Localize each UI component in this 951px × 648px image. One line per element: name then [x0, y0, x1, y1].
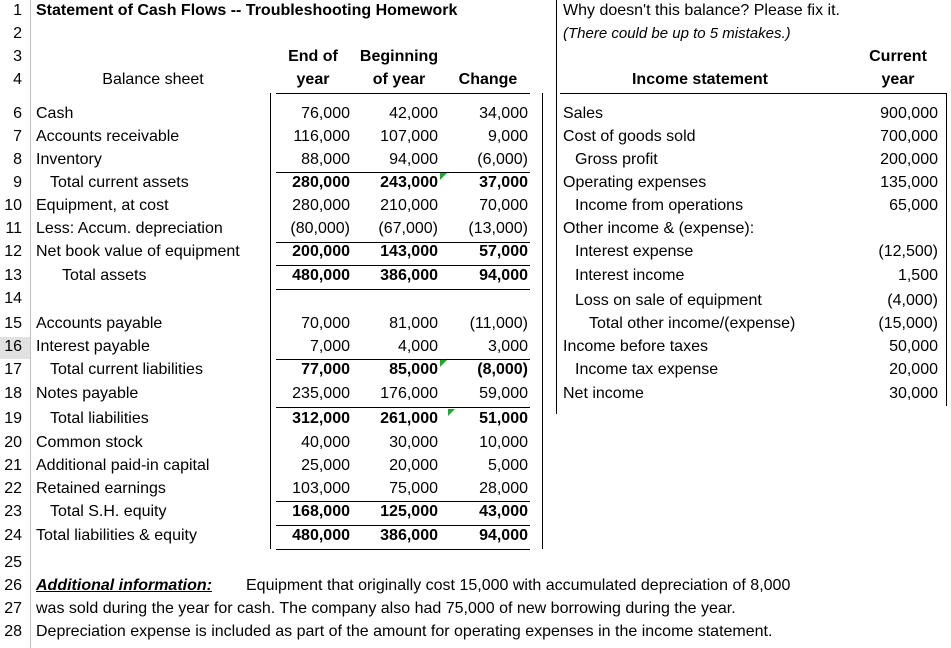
is-header-label: Income statement	[631, 71, 769, 88]
is-row-label: Other income & (expense):	[563, 220, 755, 237]
bs-beginning-of-year: 176,000	[380, 385, 438, 402]
bs-header-end-2: year	[296, 71, 330, 88]
bs-header-end-1: End of	[288, 48, 338, 65]
row-number[interactable]: 4	[13, 71, 22, 88]
bs-change: 94,000	[479, 267, 528, 284]
bs-end-of-year: 480,000	[292, 267, 350, 284]
is-current-year: 65,000	[889, 197, 938, 214]
is-row-label: Gross profit	[575, 151, 658, 168]
additional-info-line-3: Depreciation expense is included as part of the amount for operating expenses in the income statement.	[36, 623, 773, 640]
bs-row-label: Additional paid-in capital	[36, 457, 210, 474]
bs-beginning-of-year: 30,000	[389, 434, 438, 451]
is-header-current-2: year	[881, 71, 915, 88]
is-current-year: (4,000)	[887, 292, 938, 309]
bs-row-label: Net book value of equipment	[36, 243, 240, 260]
bs-row-label: Total current assets	[50, 174, 189, 191]
row-number[interactable]: 14	[4, 290, 22, 307]
bs-change: 43,000	[479, 503, 528, 520]
is-current-year: 30,000	[889, 385, 938, 402]
row-number[interactable]: 13	[4, 267, 22, 284]
bs-end-of-year: 116,000	[293, 128, 350, 145]
bs-row-label: Cash	[36, 105, 74, 122]
bs-end-of-year: 25,000	[301, 457, 350, 474]
bs-end-of-year: 235,000	[292, 385, 350, 402]
bs-change: 10,000	[479, 434, 528, 451]
grid-line-vertical	[270, 93, 271, 549]
grid-line-vertical	[542, 93, 543, 549]
row-number[interactable]: 24	[4, 527, 22, 544]
bs-beginning-of-year: 243,000	[380, 174, 438, 191]
bs-change: 5,000	[487, 457, 528, 474]
bs-header-label: Balance sheet	[102, 71, 204, 88]
header-underline	[276, 93, 530, 94]
is-current-year: 135,000	[880, 174, 938, 191]
row-number[interactable]: 22	[4, 480, 22, 497]
bs-row-label: Total assets	[62, 267, 147, 284]
row-number[interactable]: 17	[4, 361, 22, 378]
bs-end-of-year: 76,000	[301, 105, 350, 122]
row-number[interactable]: 9	[13, 174, 22, 191]
is-current-year: 700,000	[880, 128, 938, 145]
is-row-label: Interest income	[575, 267, 685, 284]
is-current-year: (12,500)	[878, 243, 938, 260]
subtotal-line	[276, 525, 530, 526]
bs-beginning-of-year: 107,000	[380, 128, 438, 145]
is-row-label: Income before taxes	[563, 338, 708, 355]
sheet-title: Statement of Cash Flows -- Troubleshooting Homework	[36, 2, 458, 19]
is-row-label: Total other income/(expense)	[589, 315, 796, 332]
bs-end-of-year: 312,000	[292, 410, 350, 427]
bs-beginning-of-year: 85,000	[389, 361, 438, 378]
row-number[interactable]: 18	[4, 385, 22, 402]
total-line	[276, 549, 530, 550]
bs-beginning-of-year: 210,000	[380, 197, 438, 214]
bs-row-label: Retained earnings	[36, 480, 166, 497]
bs-row-label: Notes payable	[36, 385, 139, 402]
is-row-label: Income tax expense	[575, 361, 719, 378]
total-line	[276, 289, 530, 290]
bs-change: 51,000	[479, 410, 528, 427]
bs-header-beg-2: of year	[372, 71, 426, 88]
is-current-year: 900,000	[880, 105, 938, 122]
row-number[interactable]: 3	[13, 48, 22, 65]
bs-end-of-year: 7,000	[309, 338, 350, 355]
bs-row-label: Equipment, at cost	[36, 197, 169, 214]
error-indicator-icon[interactable]	[448, 409, 455, 416]
bs-row-label: Accounts receivable	[36, 128, 180, 145]
row-number[interactable]: 12	[4, 243, 22, 260]
row-number[interactable]: 21	[4, 457, 22, 474]
bs-change: 3,000	[487, 338, 528, 355]
bs-change: 70,000	[479, 197, 528, 214]
row-number[interactable]: 25	[4, 554, 22, 571]
bs-beginning-of-year: 81,000	[389, 315, 438, 332]
grid-line-vertical	[946, 93, 947, 406]
bs-beginning-of-year: 386,000	[380, 267, 438, 284]
row-number[interactable]: 28	[4, 623, 22, 640]
row-number[interactable]: 6	[13, 105, 22, 122]
bs-change: 28,000	[479, 480, 528, 497]
bs-change: 59,000	[479, 385, 528, 402]
bs-row-label: Common stock	[36, 434, 143, 451]
is-row-label: Sales	[563, 105, 604, 122]
bs-header-beg-1: Beginning	[359, 48, 439, 65]
bs-change: (6,000)	[477, 151, 528, 168]
is-row-label: Cost of goods sold	[563, 128, 696, 145]
bs-end-of-year: 280,000	[292, 197, 350, 214]
row-number[interactable]: 19	[4, 410, 22, 427]
subtotal-line	[276, 359, 530, 360]
is-row-label: Loss on sale of equipment	[575, 292, 762, 309]
subtotal-line	[276, 407, 530, 408]
row-number[interactable]: 8	[13, 151, 22, 168]
bs-beginning-of-year: 4,000	[397, 338, 438, 355]
bs-end-of-year: 70,000	[301, 315, 350, 332]
error-indicator-icon[interactable]	[440, 360, 447, 367]
bs-end-of-year: 103,000	[292, 480, 350, 497]
subtotal-line	[276, 242, 530, 243]
bs-change: 34,000	[479, 105, 528, 122]
bs-row-label: Interest payable	[36, 338, 150, 355]
bs-change: 94,000	[479, 527, 528, 544]
bs-end-of-year: 200,000	[292, 243, 350, 260]
error-indicator-icon[interactable]	[440, 173, 447, 180]
row-number[interactable]: 23	[4, 503, 22, 520]
bs-end-of-year: 88,000	[301, 151, 350, 168]
bs-change: (13,000)	[468, 220, 528, 237]
subtotal-line	[276, 172, 530, 173]
additional-info-line-1: Equipment that originally cost 15,000 with accumulated depreciation of 8,000	[246, 577, 791, 594]
bs-beginning-of-year: 20,000	[389, 457, 438, 474]
row-number[interactable]: 16	[4, 338, 22, 355]
is-current-year: 20,000	[889, 361, 938, 378]
bs-change: 9,000	[487, 128, 528, 145]
bs-change: 57,000	[479, 243, 528, 260]
bs-beginning-of-year: 42,000	[389, 105, 438, 122]
grid-line-vertical	[556, 0, 557, 414]
bs-end-of-year: (80,000)	[290, 220, 350, 237]
bs-beginning-of-year: 94,000	[389, 151, 438, 168]
bs-beginning-of-year: 143,000	[380, 243, 438, 260]
bs-row-label: Total S.H. equity	[50, 503, 167, 520]
bs-beginning-of-year: 386,000	[380, 527, 438, 544]
bs-row-label: Total liabilities & equity	[36, 527, 197, 544]
subtotal-line	[276, 501, 530, 502]
bs-row-label: Total liabilities	[50, 410, 149, 427]
bs-end-of-year: 168,000	[292, 503, 350, 520]
bs-header-change: Change	[458, 71, 518, 88]
row-number[interactable]: 27	[4, 600, 22, 617]
row-number[interactable]: 26	[4, 577, 22, 594]
additional-info-line-2: was sold during the year for cash. The company also had 75,000 of new borrowing during the year.	[36, 600, 736, 617]
is-current-year: (15,000)	[878, 315, 938, 332]
is-row-label: Net income	[563, 385, 644, 402]
row-number[interactable]: 15	[4, 315, 22, 332]
row-number[interactable]: 2	[13, 25, 22, 42]
bs-row-label: Less: Accum. depreciation	[36, 220, 223, 237]
bs-beginning-of-year: (67,000)	[378, 220, 438, 237]
is-header-current-1: Current	[869, 48, 927, 65]
subtotal-line	[276, 265, 530, 266]
bs-beginning-of-year: 261,000	[380, 410, 438, 427]
bs-beginning-of-year: 125,000	[380, 503, 438, 520]
additional-info-heading: Additional information:	[36, 577, 212, 594]
row-number[interactable]: 7	[13, 128, 22, 145]
bs-end-of-year: 480,000	[292, 527, 350, 544]
bs-end-of-year: 77,000	[301, 361, 350, 378]
bs-row-label: Total current liabilities	[50, 361, 203, 378]
row-number[interactable]: 1	[13, 2, 22, 19]
row-number[interactable]: 11	[5, 220, 22, 237]
row-number[interactable]: 10	[4, 197, 22, 214]
bs-row-label: Accounts payable	[36, 315, 163, 332]
bs-change: 37,000	[479, 174, 528, 191]
is-current-year: 200,000	[880, 151, 938, 168]
bs-change: (11,000)	[469, 315, 528, 332]
is-row-label: Interest expense	[575, 243, 694, 260]
hint-text: (There could be up to 5 mistakes.)	[563, 25, 791, 42]
is-current-year: 1,500	[897, 267, 938, 284]
is-header-underline	[560, 93, 946, 94]
bs-end-of-year: 40,000	[301, 434, 350, 451]
row-number[interactable]: 20	[4, 434, 22, 451]
bs-end-of-year: 280,000	[292, 174, 350, 191]
instruction-text: Why doesn't this balance? Please fix it.	[563, 2, 840, 19]
is-row-label: Income from operations	[575, 197, 744, 214]
bs-beginning-of-year: 75,000	[389, 480, 438, 497]
bs-row-label: Inventory	[36, 151, 102, 168]
bs-change: (8,000)	[477, 361, 528, 378]
is-row-label: Operating expenses	[563, 174, 707, 191]
is-current-year: 50,000	[889, 338, 938, 355]
